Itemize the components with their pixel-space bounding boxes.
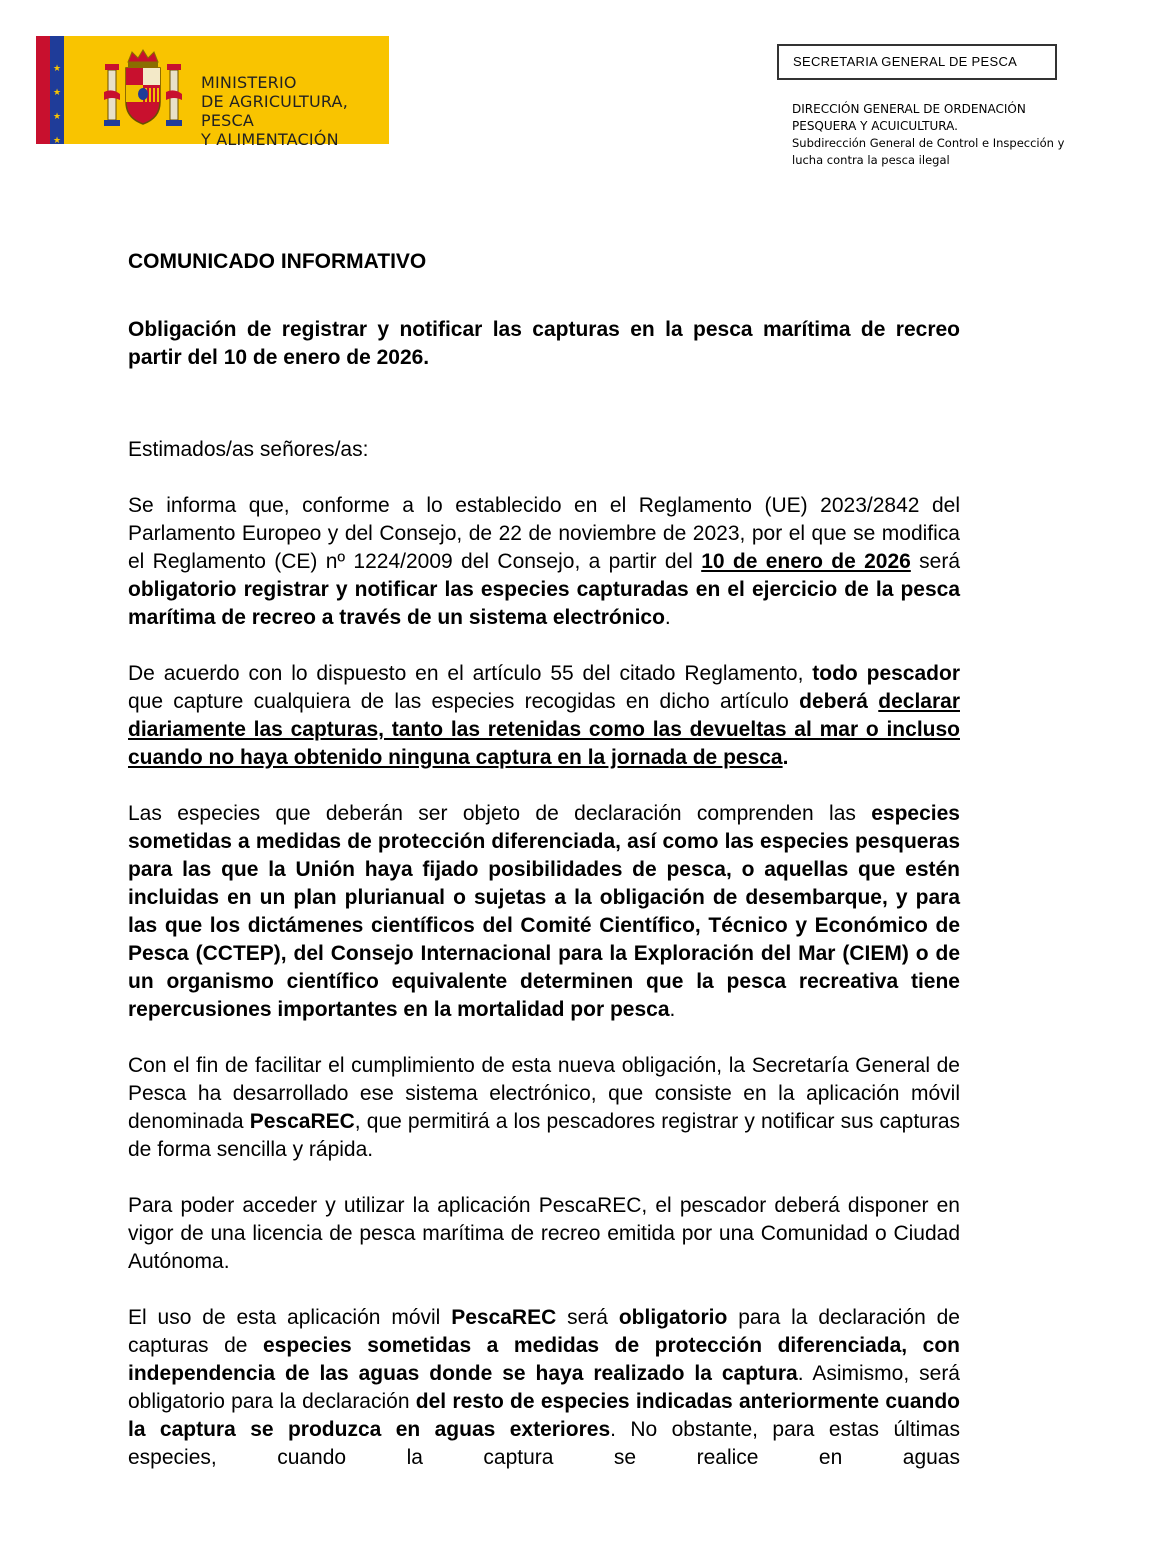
paragraph-3 (128, 800, 960, 1024)
ministry-logo (36, 36, 389, 149)
p2-bold-underline: declarar diariamente las capturas, tanto las retenidas como las devueltas al mar o incluso cuando no haya obtenido ninguna captura en la jornada de pesca (128, 690, 960, 769)
p2-text-1: De acuerdo con lo dispuesto en el artículo 55 del citado Reglamento, (128, 662, 813, 685)
p3-text-1: Las especies que deberán ser objeto de declaración comprenden las (128, 802, 872, 825)
p6-bold-3: especies sometidas a medidas de protección diferenciada, con independencia de las aguas donde se haya realizado la captura (128, 1334, 960, 1385)
p3-text-2: . (669, 998, 676, 1021)
p1-bold-1: obligatorio registrar y notificar las especies capturadas en el ejercicio de la pesca marítima de recreo a través de un sistema electrónico (128, 578, 960, 629)
greeting: Estimados/as señores/as: (128, 438, 369, 461)
p2-text-4: . (782, 746, 789, 769)
p1-text-2: será (910, 550, 961, 573)
ministry-line-2: DE AGRICULTURA, PESCA (201, 92, 348, 130)
document-body (128, 248, 960, 1472)
p3-bold-1: especies sometidas a medidas de protección diferenciada, así como las especies pesqueras para las que la Unión haya fijado posibilidades de pesca, o aquellas que estén incluidas en un plan plurianual o sujetas a la obligación de desembarque, y para las que los dictámenes científicos del Comité Científico, Técnico y Económico de Pesca (CCTEP), del Consejo Internacional para la Exploración del Mar (CIEM) o de un organismo científico equivalente determinen que la pesca recreativa tiene repercusiones importantes en la mortalidad por pesca (128, 802, 960, 1021)
p2-text-3 (868, 690, 878, 713)
p1-text-3: . (664, 606, 671, 629)
p4-bold-1: PescaREC (249, 1110, 355, 1133)
document-subject: Obligación de registrar y notificar las capturas en la pesca marítima de recreo partir del 10 de enero de 2026. (128, 318, 960, 369)
p6-bold-2: obligatorio (618, 1306, 728, 1329)
direccion-block (792, 101, 1064, 169)
paragraph-5: Para poder acceder y utilizar la aplicación PescaREC, el pescador deberá disponer en vigor de una licencia de pesca marítima de recreo emitida por una Comunidad o Ciudad Autónoma. (128, 1194, 960, 1273)
p6-text-5: . No obstante, para estas últimas especies, cuando la captura se realice en aguas (128, 1418, 960, 1469)
ministry-line-3: Y ALIMENTACIÓN (201, 130, 339, 149)
p6-bold-1: PescaREC (451, 1306, 557, 1329)
p4-text-1: Con el fin de facilitar el cumplimiento de esta nueva obligación, la Secretaría General de Pesca ha desarrollado ese sistema electrónico, que consiste en la aplicación móvil denominada (128, 1054, 960, 1133)
paragraph-6 (128, 1304, 960, 1472)
flag-stripe-red (36, 36, 50, 144)
direccion-line-1: DIRECCIÓN GENERAL DE ORDENACIÓN (792, 102, 1026, 116)
subdireccion-line-2: lucha contra la pesca ilegal (792, 153, 950, 167)
p2-text-2: que capture cualquiera de las especies recogidas en dicho artículo (128, 690, 800, 713)
p6-bold-4: del resto de especies indicadas anteriormente cuando la captura se produzca en aguas exteriores (128, 1390, 960, 1441)
document-title: COMUNICADO INFORMATIVO (128, 250, 427, 273)
ministry-line-1: MINISTERIO (201, 73, 297, 92)
secretaria-box: SECRETARIA GENERAL DE PESCA (777, 44, 1057, 80)
p1-date: 10 de enero de 2026 (701, 550, 911, 573)
p6-text-3: para la declaración de capturas de (128, 1306, 960, 1357)
p6-text-1: El uso de esta aplicación móvil (128, 1306, 452, 1329)
flag-stripe-yellow (64, 36, 98, 144)
coat-of-arms-icon (98, 48, 188, 134)
paragraph-2 (128, 660, 960, 772)
p6-text-4: . Asimismo, será obligatorio para la declaración (128, 1362, 960, 1413)
subdireccion-line-1: Subdirección General de Control e Inspección y (792, 136, 1065, 150)
paragraph-4 (128, 1052, 960, 1164)
paragraph-1 (128, 492, 960, 632)
eu-stars-icon: ★ ★ ★ ★ (52, 63, 62, 145)
p2-bold-1: todo pescador (812, 662, 960, 685)
p2-bold-2: deberá (799, 690, 868, 713)
p1-text-1: Se informa que, conforme a lo establecido en el Reglamento (UE) 2023/2842 del Parlamento Europeo y del Consejo, de 22 de noviembre de 2023, por el que se modifica el Reglamento (CE) nº 1224/2009 del Consejo, a partir del (128, 494, 960, 573)
p4-text-2: , que permitirá a los pescadores registrar y notificar sus capturas de forma sencilla y rápida. (128, 1110, 961, 1161)
p6-text-2: será (556, 1306, 619, 1329)
direccion-line-2: PESQUERA Y ACUICULTURA. (792, 119, 958, 133)
ministry-name (201, 73, 389, 149)
